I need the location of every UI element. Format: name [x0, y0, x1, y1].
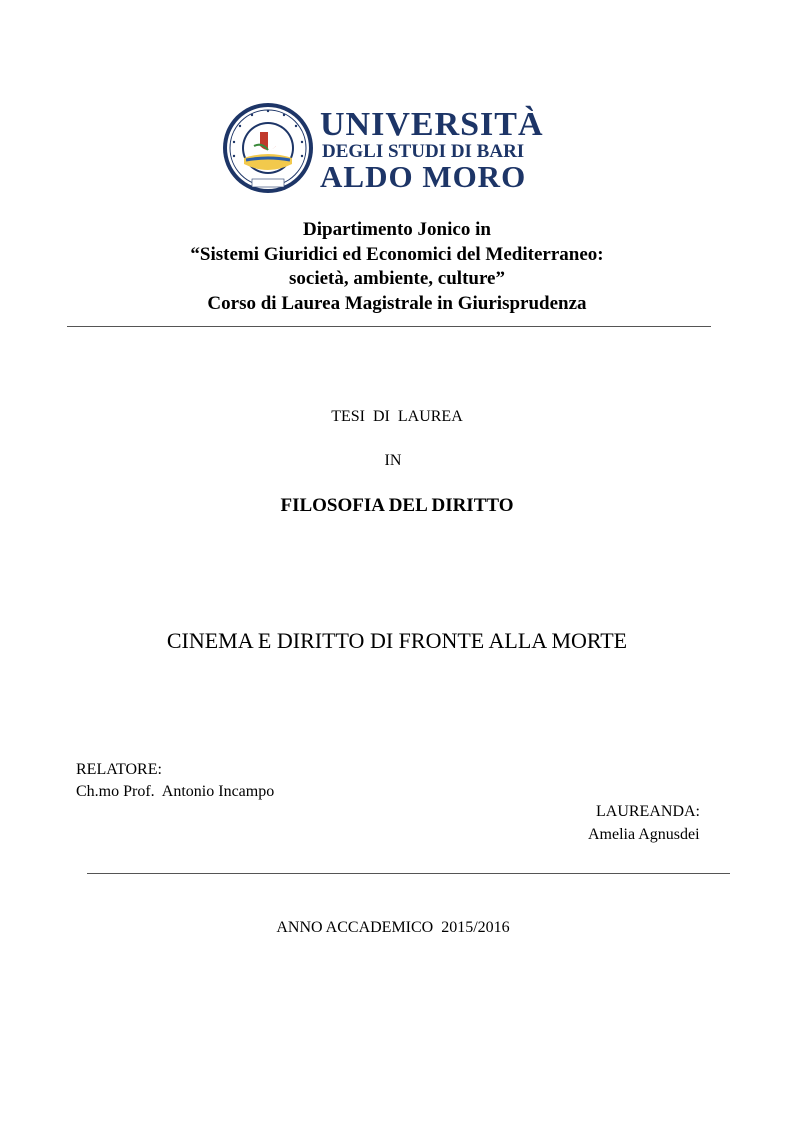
department-line-3: società, ambiente, culture”	[289, 268, 505, 289]
department-line-2: “Sistemi Giuridici ed Economici del Mediterraneo:	[190, 243, 604, 265]
thesis-type: TESI DI LAUREA	[331, 408, 463, 425]
logo-line-1: UNIVERSITÀ	[320, 106, 544, 143]
university-logo	[222, 102, 542, 194]
university-wordmark	[320, 108, 542, 194]
header-divider	[67, 326, 711, 327]
relatore-label: RELATORE:	[76, 761, 162, 778]
logo-line-2: DEGLI STUDI DI BARI	[322, 141, 525, 162]
university-seal-icon	[222, 102, 314, 194]
department-block	[0, 218, 794, 316]
relatore-name: Ch.mo Prof. Antonio Incampo	[76, 783, 275, 800]
laureanda-label: LAUREANDA:	[596, 803, 700, 820]
thesis-title: CINEMA E DIRITTO DI FRONTE ALLA MORTE	[166, 628, 628, 653]
academic-year: ANNO ACCADEMICO 2015/2016	[276, 919, 510, 936]
thesis-subject: FILOSOFIA DEL DIRITTO	[280, 495, 514, 516]
thesis-in: IN	[384, 452, 402, 469]
department-line-1: Dipartimento Jonico in	[303, 219, 491, 240]
footer-divider	[87, 873, 730, 874]
logo-line-3: ALDO MORO	[320, 159, 527, 194]
laureanda-name: Amelia Agnusdei	[588, 826, 700, 843]
department-line-4: Corso di Laurea Magistrale in Giurisprudenza	[207, 292, 587, 314]
